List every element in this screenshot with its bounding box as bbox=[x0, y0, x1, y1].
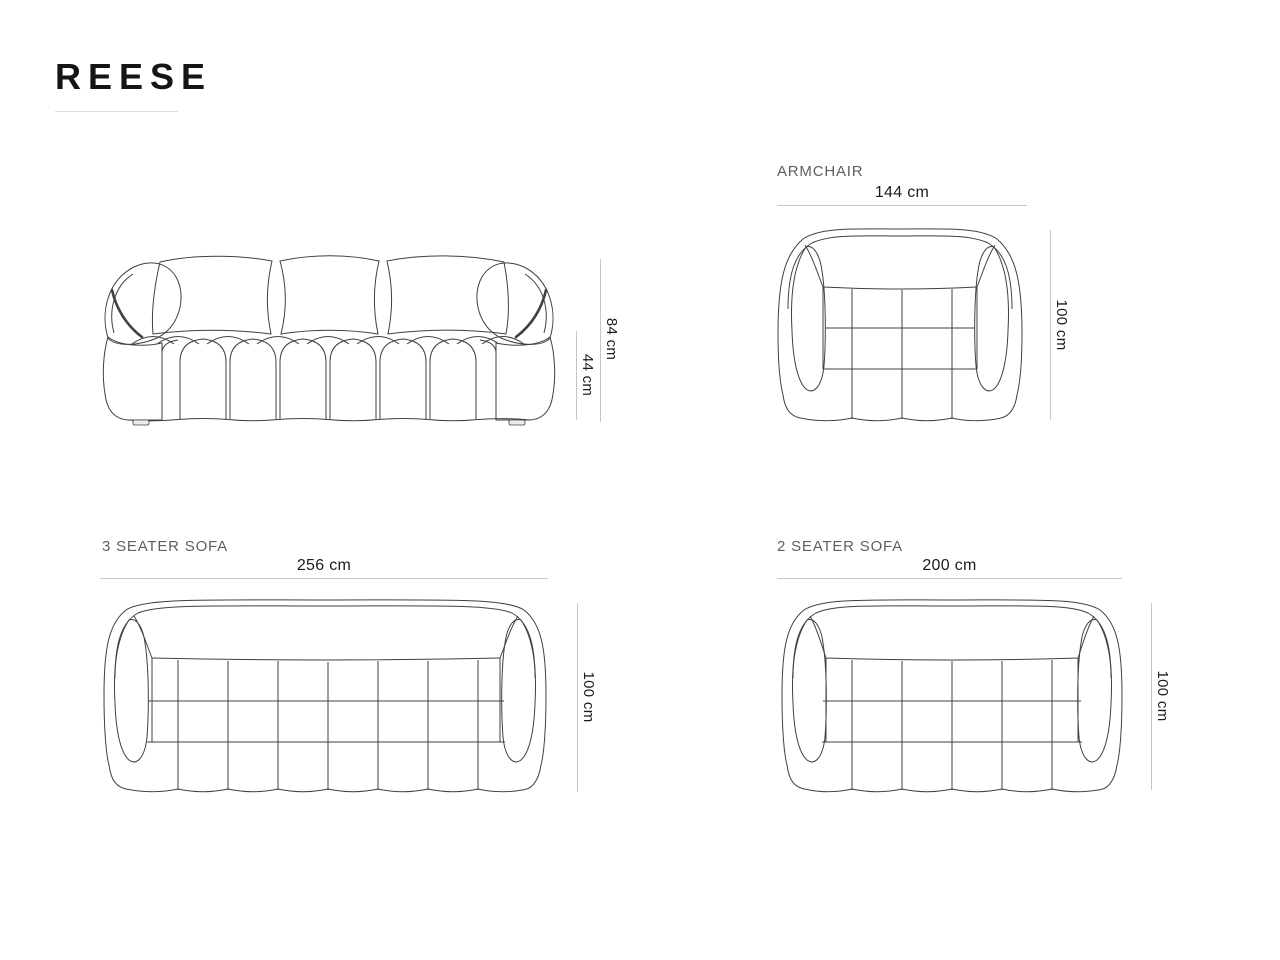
sofa-outline bbox=[104, 600, 546, 792]
seat-grid bbox=[134, 616, 518, 790]
seat-rear-arcs bbox=[132, 337, 524, 345]
three-seater-top-view-drawing bbox=[102, 596, 550, 796]
sofa-front-view-drawing bbox=[100, 250, 560, 435]
armchair-width-line bbox=[777, 205, 1027, 206]
three-seater-depth-value: 100 cm bbox=[580, 671, 597, 723]
two-seater-width-value: 200 cm bbox=[922, 557, 977, 574]
three-seater-depth-line bbox=[577, 603, 578, 792]
three-seater-width-value: 256 cm bbox=[296, 557, 352, 574]
seat-grid bbox=[805, 245, 995, 419]
armchair-top-view-drawing bbox=[775, 225, 1025, 425]
back-cushion bbox=[152, 256, 272, 334]
two-seater-label: 2 SEATER SOFA bbox=[777, 538, 903, 555]
three-seater-label: 3 SEATER SOFA bbox=[102, 538, 228, 555]
three-seater-width-line bbox=[100, 578, 548, 579]
back-cushion bbox=[280, 256, 379, 334]
seat-channels bbox=[162, 339, 496, 419]
height-dimension-value: 84 cm bbox=[603, 317, 620, 361]
armrest-left bbox=[115, 620, 149, 762]
armrest-right bbox=[1078, 620, 1112, 762]
base-bottom-edge bbox=[128, 419, 530, 421]
armrest-left bbox=[792, 247, 826, 391]
height-dimension-line bbox=[600, 259, 601, 422]
two-seater-depth-value: 100 cm bbox=[1154, 670, 1171, 722]
armchair-depth-value: 100 cm bbox=[1053, 299, 1070, 351]
seat-grid bbox=[810, 616, 1094, 790]
armrest-right bbox=[975, 247, 1009, 391]
armchair-depth-line bbox=[1050, 230, 1051, 420]
backrest-inner-line bbox=[788, 236, 1012, 309]
collection-title: REESE bbox=[55, 56, 213, 97]
title-underline bbox=[55, 111, 178, 112]
two-seater-width-line bbox=[777, 578, 1122, 579]
seat-height-dimension-line bbox=[576, 331, 577, 420]
armchair-width-value: 144 cm bbox=[874, 184, 930, 201]
back-cushions bbox=[152, 256, 508, 334]
armrest-left bbox=[793, 620, 827, 762]
two-seater-top-view-drawing bbox=[780, 596, 1124, 796]
armchair-label: ARMCHAIR bbox=[777, 163, 864, 180]
seat-height-dimension-value: 44 cm bbox=[579, 353, 596, 397]
two-seater-depth-line bbox=[1151, 603, 1152, 790]
armchair-outline bbox=[778, 229, 1022, 421]
